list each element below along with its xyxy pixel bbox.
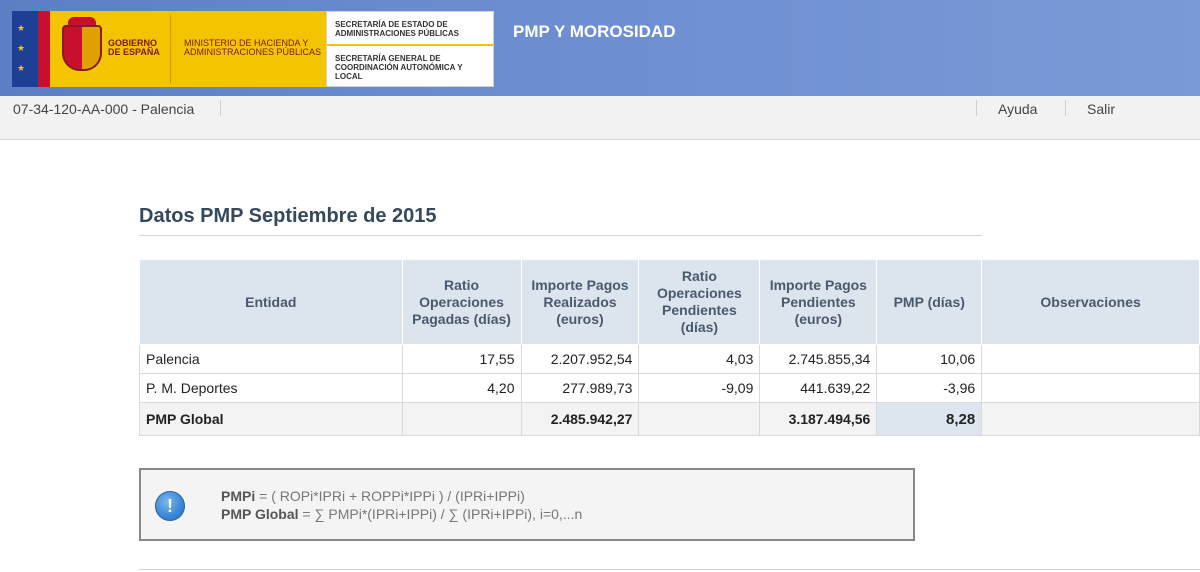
cell-global-importe-pendientes: 3.187.494,56 — [760, 403, 877, 436]
cell-entidad: P. M. Deportes — [140, 374, 403, 403]
col-ratio-pendientes: Ratio Operaciones Pendientes (días) — [639, 260, 760, 345]
cell-importe-pendientes: 2.745.855,34 — [760, 345, 877, 374]
bottom-divider — [139, 569, 1200, 570]
col-observaciones: Observaciones — [982, 260, 1200, 345]
app-title: PMP Y MOROSIDAD — [513, 22, 676, 41]
cell-ratio-pagadas: 17,55 — [402, 345, 521, 374]
secretaria-estado-label: SECRETARÍA DE ESTADO DE ADMINISTRACIONES PÚBLICAS — [335, 20, 460, 38]
table-row — [140, 345, 1200, 374]
cell-global-observaciones — [982, 403, 1200, 436]
table-header-row — [140, 260, 1200, 345]
col-ratio-pagadas: Ratio Operaciones Pagadas (días) — [402, 260, 521, 345]
sub-navigation-bar — [0, 96, 1200, 140]
gov-label: GOBIERNO DE ESPAÑA — [108, 38, 160, 57]
cell-global-ratio-pagadas — [402, 403, 521, 436]
formula-pmp-global-label: PMP Global — [221, 506, 299, 522]
col-pmp: PMP (días) — [877, 260, 982, 345]
cell-ratio-pagadas: 4,20 — [402, 374, 521, 403]
formula-pmp-global-text: = ∑ PMPi*(IPRi+IPPi) / ∑ (IPRi+IPPi), i=0,...n — [298, 506, 583, 522]
cell-global-ratio-pendientes — [639, 403, 760, 436]
table-row — [140, 374, 1200, 403]
secretaria-logo — [326, 11, 494, 87]
cell-observaciones — [982, 374, 1200, 403]
cell-pmp: 10,06 — [877, 345, 982, 374]
flag-icon: ★ ★ ★ — [12, 11, 38, 87]
cell-global-pmp: 8,28 — [877, 403, 982, 436]
cell-pmp: -3,96 — [877, 374, 982, 403]
info-icon: ! — [155, 491, 185, 521]
table-row-global — [140, 403, 1200, 436]
title-divider — [139, 235, 982, 236]
pmp-table — [139, 259, 1200, 436]
cell-importe-pendientes: 441.639,22 — [760, 374, 877, 403]
cell-importe-realizados: 2.207.952,54 — [521, 345, 639, 374]
page-title: Datos PMP Septiembre de 2015 — [139, 205, 437, 227]
government-logo — [12, 11, 326, 87]
cell-ratio-pendientes: 4,03 — [639, 345, 760, 374]
formula-pmp-global — [221, 506, 582, 522]
ministry-label: MINISTERIO DE HACIENDA Y ADMINISTRACIONES PÚBLICAS — [184, 38, 322, 57]
cell-global-importe-realizados: 2.485.942,27 — [521, 403, 639, 436]
help-link[interactable]: Ayuda — [998, 101, 1038, 117]
header-banner — [0, 0, 1200, 96]
entity-code: 07-34-120-AA-000 - Palencia — [13, 101, 195, 117]
logout-link[interactable]: Salir — [1087, 101, 1116, 117]
coat-of-arms-icon — [62, 25, 102, 71]
formula-info-box — [139, 468, 915, 541]
cell-ratio-pendientes: -9,09 — [639, 374, 760, 403]
formula-pmpi — [221, 488, 525, 504]
formula-pmpi-text: = ( ROPi*IPRi + ROPPi*IPPi ) / (IPRi+IPPi) — [255, 488, 525, 504]
cell-importe-realizados: 277.989,73 — [521, 374, 639, 403]
secretaria-general-label: SECRETARÍA GENERAL DE COORDINACIÓN AUTONÓMICA Y LOCAL — [335, 54, 463, 81]
cell-entidad: Palencia — [140, 345, 403, 374]
col-importe-realizados: Importe Pagos Realizados (euros) — [521, 260, 639, 345]
formula-pmpi-label: PMPi — [221, 488, 256, 504]
cell-observaciones — [982, 345, 1200, 374]
cell-global-label: PMP Global — [140, 403, 403, 436]
col-importe-pendientes: Importe Pagos Pendientes (euros) — [760, 260, 877, 345]
col-entidad: Entidad — [140, 260, 403, 345]
